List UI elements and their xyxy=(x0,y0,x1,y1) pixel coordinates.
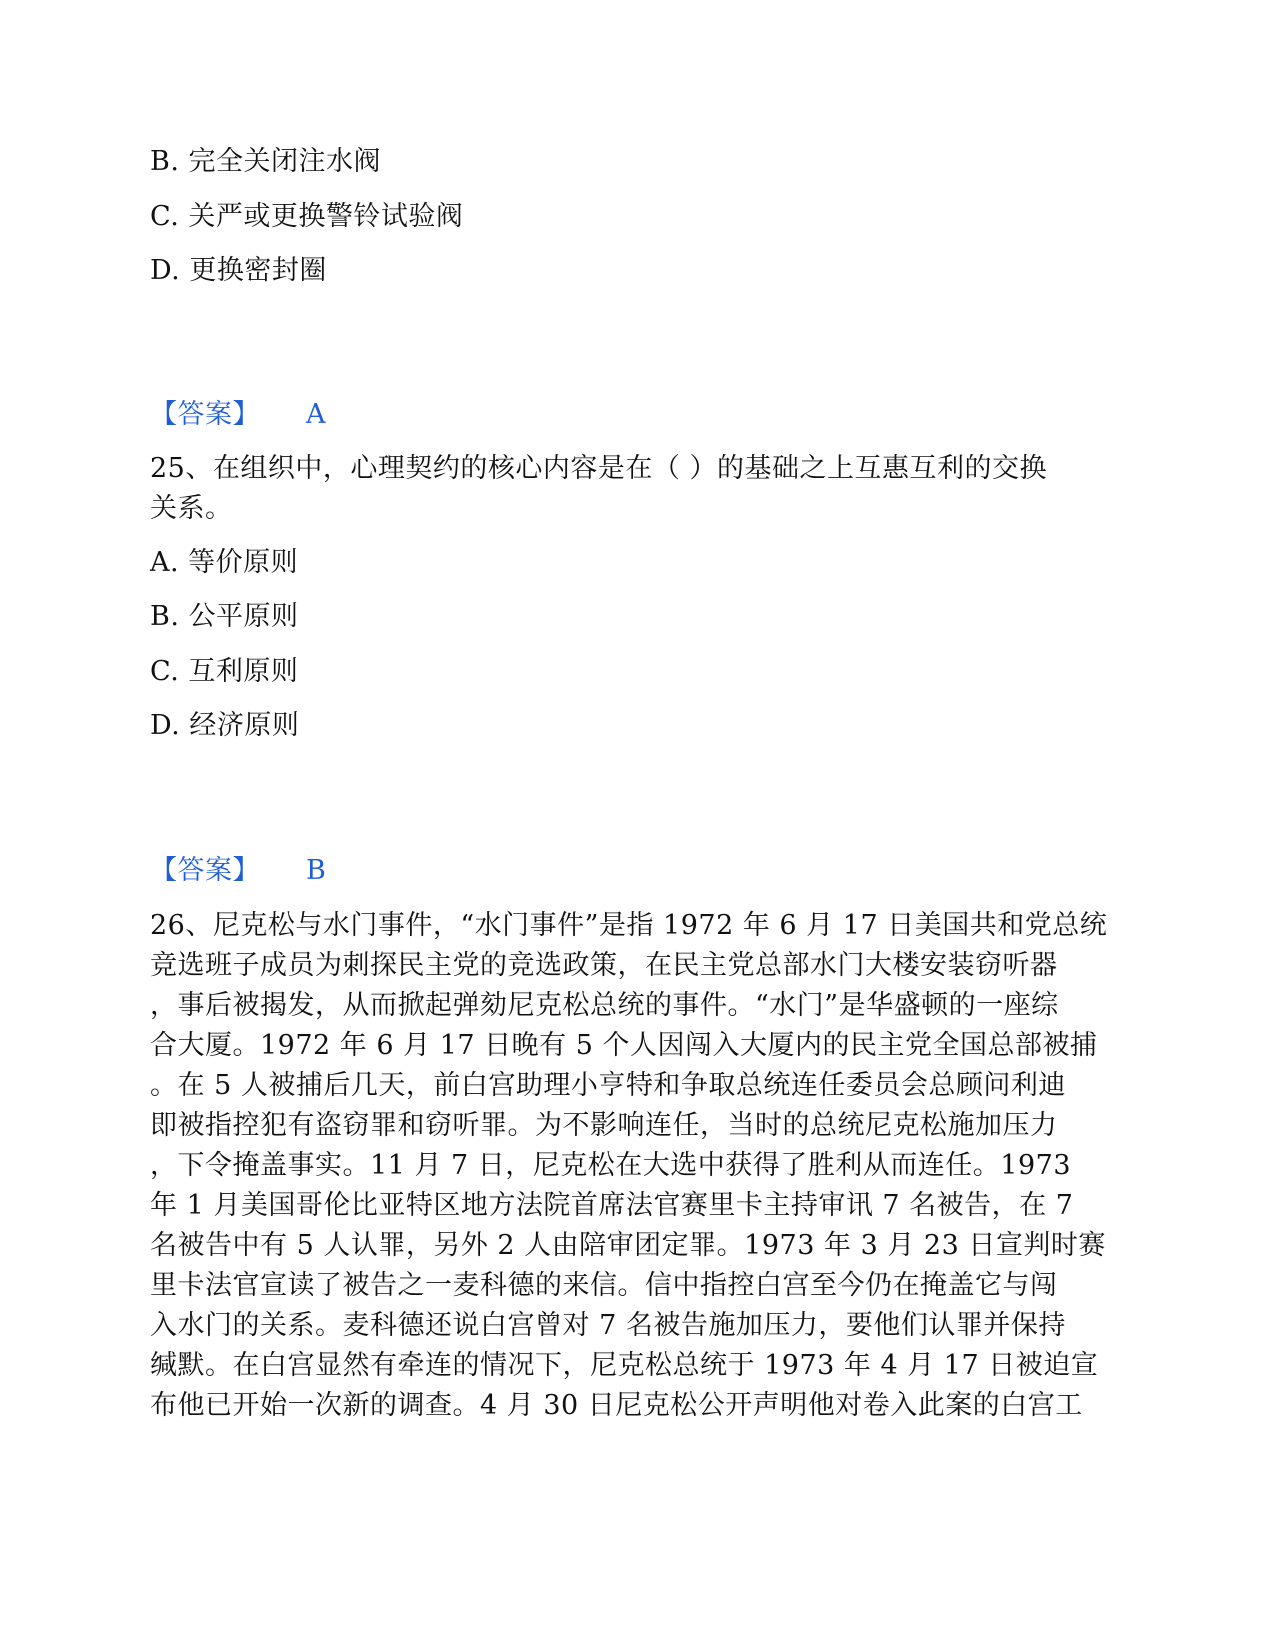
q26-line: 合大厦。1972 年 6 月 17 日晚有 5 个人因闯入大厦内的民主党全国总部被捕 xyxy=(150,1030,1098,1061)
q26-line: 缄默。在白宫显然有牵连的情况下，尼克松总统于 1973 年 4 月 17 日被迫宣 xyxy=(150,1350,1099,1381)
q24-answer xyxy=(150,395,326,435)
q25-option-a: A. 等价原则 xyxy=(150,547,299,578)
q25-question-line: 关系。 xyxy=(150,493,233,524)
answer-value: B xyxy=(306,855,327,886)
q26-line: 26、尼克松与水门事件，“水门事件”是指 1972 年 6 月 17 日美国共和党总统 xyxy=(150,910,1108,941)
q25-question-line: 25、在组织中，心理契约的核心内容是在（ ）的基础之上互惠互利的交换 xyxy=(150,453,1047,484)
q26-line: ，事后被揭发，从而掀起弹劾尼克松总统的事件。“水门”是华盛顿的一座综 xyxy=(150,990,1059,1021)
q26-line: 入水门的关系。麦科德还说白宫曾对 7 名被告施加压力，要他们认罪并保持 xyxy=(150,1310,1066,1341)
answer-label: 【答案】 xyxy=(150,399,260,430)
q25-option-b: B. 公平原则 xyxy=(150,601,299,632)
q26-line: 。在 5 人被捕后几天，前白宫助理小亨特和争取总统连任委员会总顾问利迪 xyxy=(150,1070,1066,1101)
answer-value: A xyxy=(306,399,326,430)
q26-paragraph xyxy=(150,906,1125,1426)
q26-line: ，下令掩盖事实。11 月 7 日，尼克松在大选中获得了胜利从而连任。1973 xyxy=(150,1150,1071,1181)
q24-option-c: C. 关严或更换警铃试验阀 xyxy=(150,201,464,232)
q26-line: 竞选班子成员为刺探民主党的竞选政策，在民主党总部水门大楼安装窃听器 xyxy=(150,950,1058,981)
q25-answer xyxy=(150,851,326,891)
q26-line: 即被指控犯有盗窃罪和窃听罪。为不影响连任，当时的总统尼克松施加压力 xyxy=(150,1110,1058,1141)
answer-label: 【答案】 xyxy=(150,855,260,886)
q26-line: 里卡法官宣读了被告之一麦科德的来信。信中指控白宫至今仍在掩盖它与闯 xyxy=(150,1270,1058,1301)
q25-option-d: D. 经济原则 xyxy=(150,710,300,741)
q26-line: 年 1 月美国哥伦比亚特区地方法院首席法官赛里卡主持审讯 7 名被告，在 7 xyxy=(150,1190,1074,1221)
q26-line: 名被告中有 5 人认罪，另外 2 人由陪审团定罪。1973 年 3 月 23 日宣判时赛 xyxy=(150,1230,1106,1261)
q24-option-b: B. 完全关闭注水阀 xyxy=(150,146,382,177)
q26-line: 布他已开始一次新的调查。4 月 30 日尼克松公开声明他对卷入此案的白宫工 xyxy=(150,1390,1083,1421)
q24-option-d: D. 更换密封圈 xyxy=(150,255,327,286)
q25-option-c: C. 互利原则 xyxy=(150,656,299,687)
q25-question xyxy=(150,449,1125,529)
